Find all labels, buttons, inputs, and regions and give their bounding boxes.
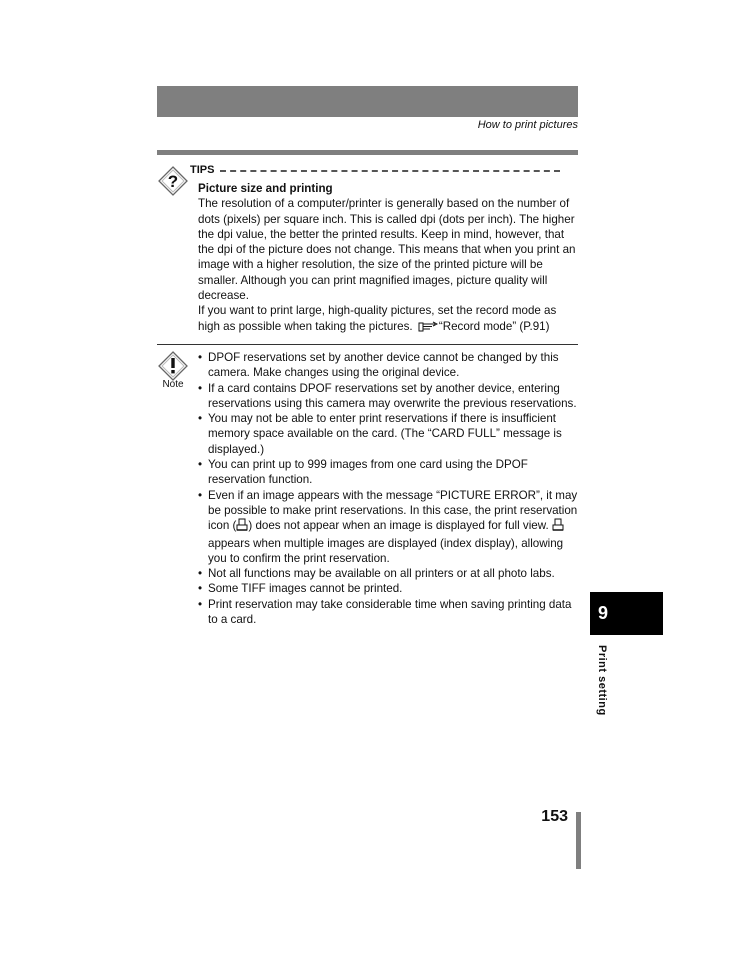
tips-reference: “Record mode” (P.91) [438, 319, 550, 333]
list-item [198, 381, 580, 412]
note-item-text: DPOF reservations set by another device cannot be changed by this camera. Make changes using the original device. [208, 351, 559, 380]
note-item-text: If a card contains DPOF reservations set by another device, entering reservations using this camera may overwrite the previous reservations. [208, 381, 577, 410]
note-item-text: ) does not appear when an image is displayed for full view. [248, 519, 549, 533]
note-item-text: You can print up to 999 images from one card using the DPOF reservation function. [208, 458, 528, 487]
tips-paragraph-1: The resolution of a computer/printer is generally based on the number of dots (pixels) per square inch. This is called dpi (dots per inch). The higher the dpi value, the better the printed results. Keep in mind, however, that the dpi of the picture does not change. This means that when you print an image with a higher resolution, the size of the printed picture will be smaller. Although you can print magnified images, picture quality will decrease. [198, 197, 576, 303]
print-reservation-icon [236, 518, 248, 535]
list-item [198, 581, 580, 596]
tips-paragraph-2: If you want to print large, high-quality pictures, set the record mode as high as possible when taking the pictures. [198, 304, 557, 333]
list-item [198, 597, 580, 628]
exclamation-diamond-icon [158, 351, 188, 381]
section-subtitle: How to print pictures [477, 119, 578, 131]
page-number: 153 [541, 808, 568, 825]
tips-label: TIPS [190, 164, 215, 176]
list-item [198, 411, 580, 457]
tips-body [198, 181, 580, 336]
list-item [198, 566, 580, 581]
chapter-tab: 9 [590, 592, 663, 635]
note-item-text: Some TIFF images cannot be printed. [208, 582, 403, 596]
tips-divider [220, 170, 560, 172]
note-item-text: You may not be able to enter print reservations if there is insufficient memory space available on the card. (The “CARD FULL” message is displayed.) [208, 412, 562, 456]
page-number-rule [576, 812, 581, 869]
note-item-text: appears when multiple images are displayed (index display), allowing you to confirm the print reservation. [208, 536, 564, 565]
question-diamond-icon [158, 166, 188, 196]
list-item [198, 488, 580, 566]
note-item-text: Even if an image appears with the message “PICTURE ERROR”, it may be possible to make print reservations. In this case, the print reservation icon ( [208, 488, 578, 533]
note-item-text: Not all functions may be available on all printers or at all photo labs. [208, 567, 555, 581]
list-item [198, 350, 580, 381]
tips-title: Picture size and printing [198, 182, 333, 195]
list-item [198, 457, 580, 488]
section-rule [157, 150, 578, 155]
reference-hand-icon [418, 321, 438, 336]
note-label: Note [162, 379, 184, 390]
svg-text:?: ? [167, 172, 179, 191]
print-reservation-icon [552, 518, 564, 535]
note-rule [157, 344, 578, 345]
chapter-label: Print setting [596, 645, 608, 716]
note-item-text: Print reservation may take considerable time when saving printing data to a card. [208, 597, 572, 627]
header-bar [157, 86, 578, 117]
note-list [198, 350, 580, 627]
